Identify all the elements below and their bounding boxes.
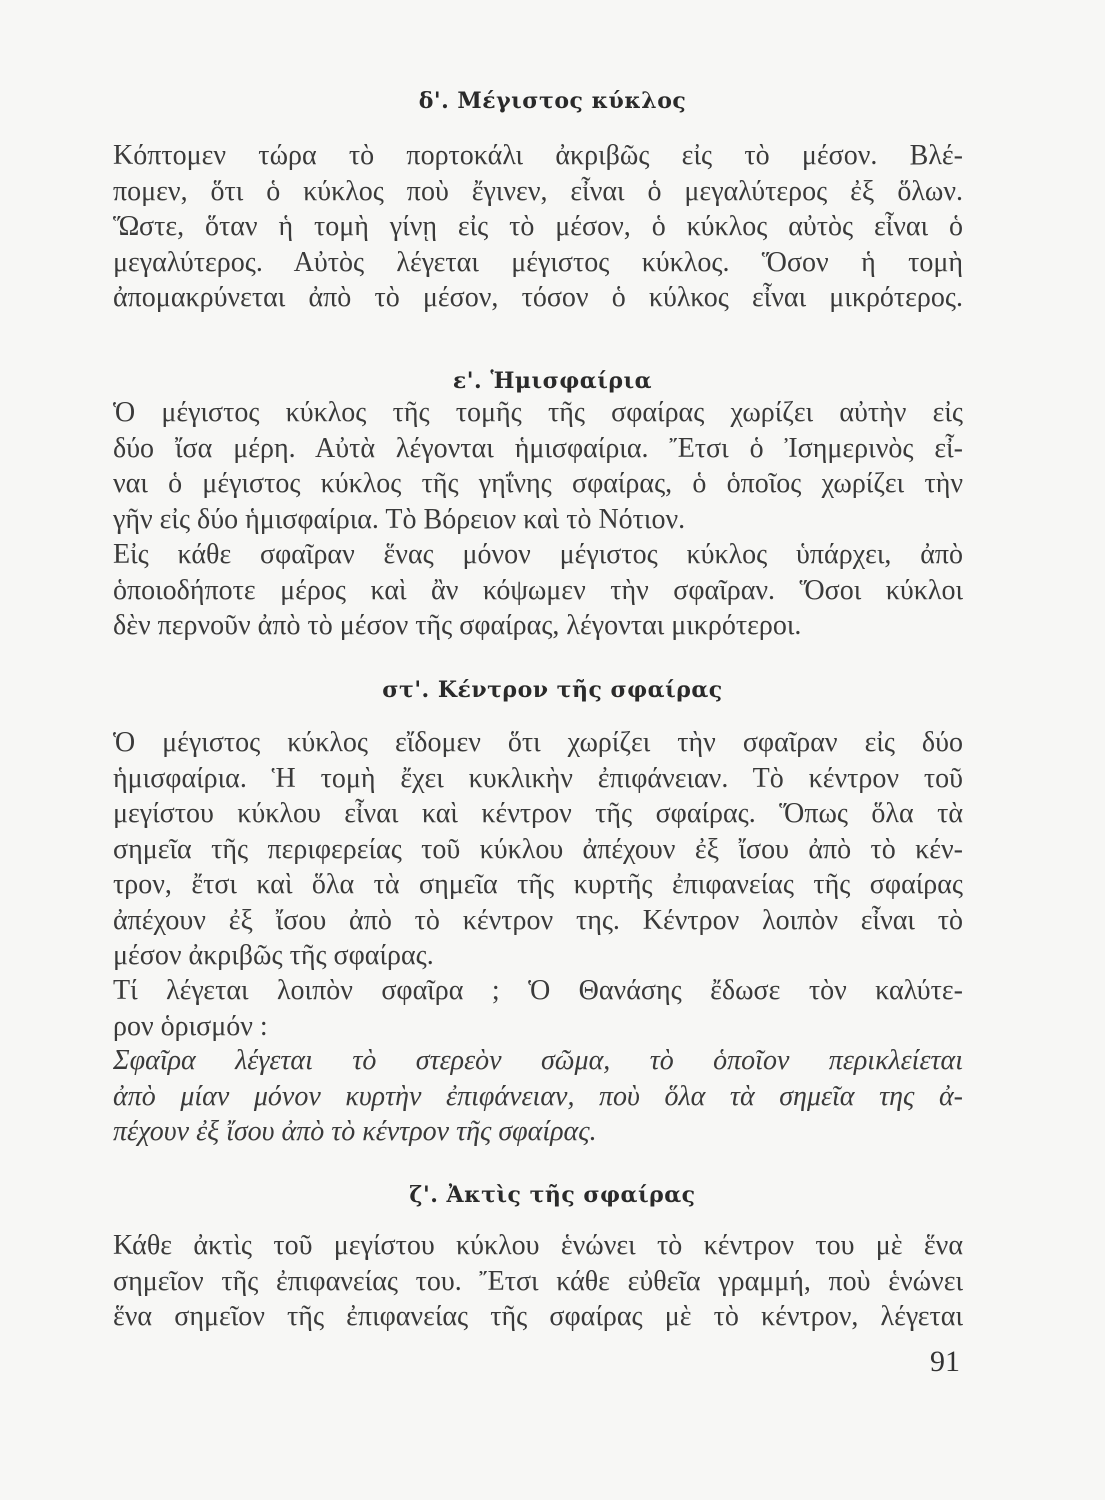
text-line: Κάθε ἀκτὶς τοῦ μεγίστου κύκλου ἑνώνει τὸ κέντρον του μὲ ἕνα xyxy=(113,1230,963,1261)
text-line: Ὥστε, ὅταν ἡ τομὴ γίνῃ εἰς τὸ μέσον, ὁ κύκλος αὐτὸς εἶναι ὁ xyxy=(113,211,963,242)
text-line: μεγίστου κύκλου εἶναι καὶ κέντρον τῆς σφαίρας. Ὅπως ὅλα τὰ xyxy=(113,798,963,829)
text-line: πομεν, ὅτι ὁ κύκλος ποὺ ἔγινεν, εἶναι ὁ μεγαλύτερος ἐξ ὅλων. xyxy=(113,175,963,207)
text-line: Σφαῖρα λέγεται τὸ στερεὸν σῶμα, τὸ ὁποῖον περικλείεται xyxy=(113,1045,963,1076)
text-line: τρον, ἔτσι καὶ ὅλα τὰ σημεῖα τῆς κυρτῆς ἐπιφανείας τῆς σφαίρας xyxy=(113,869,963,900)
text-line: ὁποιοδήποτε μέρος καὶ ἂν κόψωμεν τὴν σφαῖραν. Ὅσοι κύκλοι xyxy=(113,574,963,606)
text-line: σημεῖον τῆς ἐπιφανείας του. Ἔτσι κάθε εὐθεῖα γραμμή, ποὺ ἑνώνει xyxy=(113,1265,963,1297)
text-line: ναι ὁ μέγιστος κύκλος τῆς γηΐνης σφαίρας, ὁ ὁποῖος χωρίζει τὴν xyxy=(113,468,963,499)
text-line: ἀπέχουν ἐξ ἴσου ἀπὸ τὸ κέντρον της. Κέντρον λοιπὸν εἶναι τὸ xyxy=(113,904,963,936)
section-heading-hemispheres: ε'. Ἡμισφαίρια xyxy=(452,368,653,394)
section-heading-sphere-center: στ'. Κέντρον τῆς σφαίρας xyxy=(382,677,723,703)
text-line: Ὁ μέγιστος κύκλος τῆς τομῆς τῆς σφαίρας χωρίζει αὐτὴν εἰς xyxy=(113,397,963,428)
text-line: Τί λέγεται λοιπὸν σφαῖρα ; Ὁ Θανάσης ἔδωσε τὸν καλύτε- xyxy=(113,975,963,1006)
text-line: ἕνα σημεῖον τῆς ἐπιφανείας τῆς σφαίρας μὲ τὸ κέντρον, λέγεται xyxy=(113,1301,963,1332)
section-heading-sphere-radius: ζ'. Ἀκτὶς τῆς σφαίρας xyxy=(409,1182,696,1208)
text-line: Ὁ μέγιστος κύκλος εἴδομεν ὅτι χωρίζει τὴν σφαῖραν εἰς δύο xyxy=(113,727,963,758)
text-line: γῆν εἰς δύο ἡμισφαίρια. Τὸ Βόρειον καὶ τὸ Νότιον. xyxy=(113,503,686,535)
text-line: Κόπτομεν τώρα τὸ πορτοκάλι ἀκριβῶς εἰς τὸ μέσον. Βλέ- xyxy=(113,140,963,171)
text-line: ρον ὁρισμόν : xyxy=(113,1010,268,1042)
page-number: 91 xyxy=(930,1345,960,1378)
text-line: ἀπομακρύνεται ἀπὸ τὸ μέσον, τόσον ὁ κύλκος εἶναι μικρότερος. xyxy=(113,282,963,313)
text-line: δύο ἴσα μέρη. Αὐτὰ λέγονται ἡμισφαίρια. Ἔτσι ὁ Ἰσημερινὸς εἶ- xyxy=(113,432,963,464)
text-line: σημεῖα τῆς περιφερείας τοῦ κύκλου ἀπέχουν ἐξ ἴσου ἀπὸ τὸ κέν- xyxy=(113,833,963,865)
paragraph-great-circle xyxy=(113,138,963,316)
text-line: ἀπὸ μίαν μόνον κυρτὴν ἐπιφάνειαν, ποὺ ὅλα τὰ σημεῖα της ἀ- xyxy=(113,1080,963,1112)
text-line: μέσον ἀκριβῶς τῆς σφαίρας. xyxy=(113,940,434,971)
text-line: ἡμισφαίρια. Ἡ τομὴ ἔχει κυκλικὴν ἐπιφάνειαν. Τὸ κέντρον τοῦ xyxy=(113,762,963,794)
text-line: Εἰς κάθε σφαῖραν ἕνας μόνον μέγιστος κύκλος ὑπάρχει, ἀπὸ xyxy=(113,539,963,570)
paragraph-hemispheres-2 xyxy=(113,537,963,644)
section-heading-great-circle: δ'. Μέγιστος κύκλος xyxy=(418,88,687,114)
paragraph-sphere-radius xyxy=(113,1228,963,1335)
paragraph-sphere-center-2 xyxy=(113,973,963,1044)
text-line: μεγαλύτερος. Αὐτὸς λέγεται μέγιστος κύκλος. Ὅσον ἡ τομὴ xyxy=(113,246,963,278)
paragraph-hemispheres-1 xyxy=(113,395,963,537)
text-line: πέχουν ἐξ ἴσου ἀπὸ τὸ κέντρον τῆς σφαίρας. xyxy=(113,1116,597,1147)
paragraph-sphere-center-1 xyxy=(113,725,963,974)
definition-sphere xyxy=(113,1043,963,1150)
text-line: δὲν περνοῦν ἀπὸ τὸ μέσον τῆς σφαίρας, λέγονται μικρότεροι. xyxy=(113,610,802,641)
